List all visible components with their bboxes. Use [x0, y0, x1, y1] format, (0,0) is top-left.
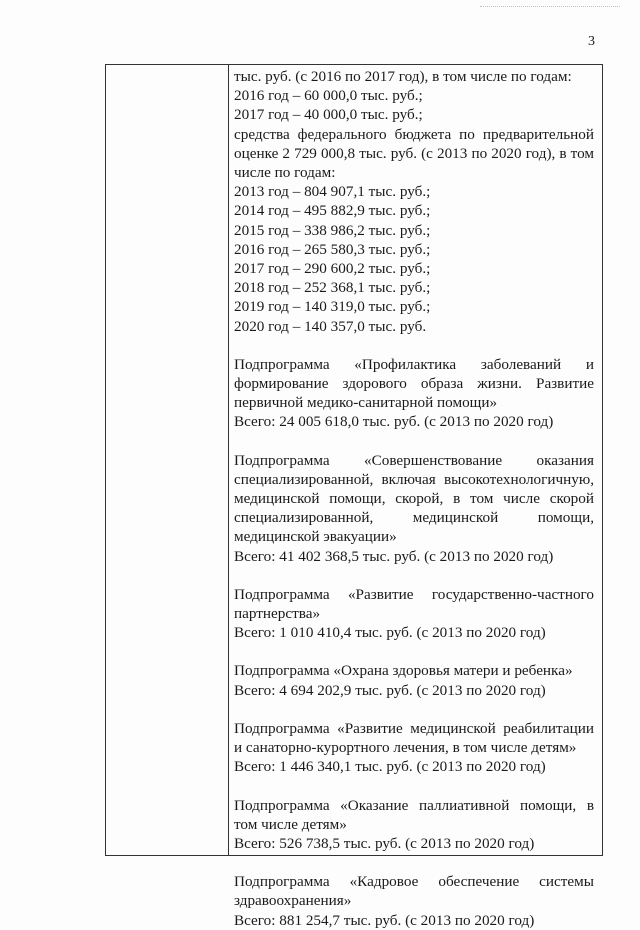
- year-amount-line: 2019 год – 140 319,0 тыс. руб.;: [234, 298, 431, 316]
- program-table: [105, 64, 603, 929]
- subprogram-title-line: Подпрограмма «Кадровое обеспечение системы: [234, 873, 594, 891]
- paragraph-gap: [234, 566, 594, 585]
- subprogram-title-line: специализированной, включая высокотехнологичную,: [234, 470, 594, 488]
- subprogram-title-line: Подпрограмма «Охрана здоровья матери и ребенка»: [234, 662, 573, 680]
- subprogram-title-line: здравоохранения»: [234, 892, 352, 910]
- subprogram-title-line: Подпрограмма «Оказание паллиативной помощи, в: [234, 796, 594, 814]
- subprogram-title-line: том числе детям»: [234, 815, 347, 833]
- subprogram-total: Всего: 1 446 340,1 тыс. руб. (с 2013 по 2020 год): [234, 758, 546, 776]
- subprogram-title-line: Подпрограмма «Профилактика заболеваний и: [234, 355, 594, 373]
- year-amount-line: 2017 год – 290 600,2 тыс. руб.;: [234, 260, 431, 278]
- subprogram-total: Всего: 881 254,7 тыс. руб. (с 2013 по 2020 год): [234, 911, 535, 929]
- year-amount-line: 2018 год – 252 368,1 тыс. руб.;: [234, 279, 431, 297]
- subprogram-title-line: Подпрограмма «Развитие государственно-частного: [234, 585, 594, 603]
- year-amount-line: 2015 год – 338 986,2 тыс. руб.;: [234, 221, 431, 239]
- paragraph-gap: [234, 700, 594, 719]
- subprogram-total: Всего: 41 402 368,5 тыс. руб. (с 2013 по 2020 год): [234, 547, 554, 565]
- subprogram-total: Всего: 1 010 410,4 тыс. руб. (с 2013 по 2020 год): [234, 624, 546, 642]
- subprogram-title-line: Подпрограмма «Развитие медицинской реабилитации: [234, 719, 594, 737]
- intro-line: тыс. руб. (с 2016 по 2017 год), в том числе по годам:: [234, 68, 572, 85]
- intro-line: 2017 год – 40 000,0 тыс. руб.;: [234, 106, 423, 124]
- column-divider: [228, 65, 229, 855]
- federal-budget-line: числе по годам:: [234, 164, 336, 182]
- paragraph-gap: [234, 642, 594, 661]
- subprogram-title-line: первичной медико-санитарной помощи»: [234, 394, 498, 412]
- subprogram-title-line: и санаторно-курортного лечения, в том числе детям»: [234, 739, 577, 757]
- scan-artifact: [480, 6, 620, 9]
- paragraph-gap: [234, 853, 594, 872]
- paragraph-gap: [234, 777, 594, 796]
- year-amount-line: 2013 год – 804 907,1 тыс. руб.;: [234, 183, 431, 201]
- subprogram-title-line: партнерства»: [234, 605, 321, 623]
- year-amount-line: 2016 год – 265 580,3 тыс. руб.;: [234, 240, 431, 258]
- subprogram-total: Всего: 24 005 618,0 тыс. руб. (с 2013 по 2020 год): [234, 413, 554, 431]
- subprogram-title-line: медицинской помощи, скорой, в том числе скорой: [234, 490, 594, 508]
- federal-budget-line: средства федерального бюджета по предварительной: [234, 125, 594, 143]
- funding-cell: [234, 67, 594, 930]
- intro-line: 2016 год – 60 000,0 тыс. руб.;: [234, 87, 423, 105]
- year-amount-line: 2014 год – 495 882,9 тыс. руб.;: [234, 202, 431, 220]
- subprogram-title-line: формирование здорового образа жизни. Развитие: [234, 375, 594, 393]
- subprogram-total: Всего: 526 738,5 тыс. руб. (с 2013 по 2020 год): [234, 834, 535, 852]
- subprogram-title-line: специализированной, медицинской помощи,: [234, 509, 594, 527]
- federal-budget-line: оценке 2 729 000,8 тыс. руб. (с 2013 по 2020 год), в том: [234, 144, 594, 162]
- subprogram-total: Всего: 4 694 202,9 тыс. руб. (с 2013 по 2020 год): [234, 681, 546, 699]
- subprogram-title-line: медицинской эвакуации»: [234, 528, 397, 546]
- paragraph-gap: [234, 432, 594, 451]
- year-amount-line: 2020 год – 140 357,0 тыс. руб.: [234, 317, 427, 335]
- page-number: 3: [588, 34, 595, 49]
- paragraph-gap: [234, 336, 594, 355]
- subprogram-title-line: Подпрограмма «Совершенствование оказания: [234, 451, 594, 469]
